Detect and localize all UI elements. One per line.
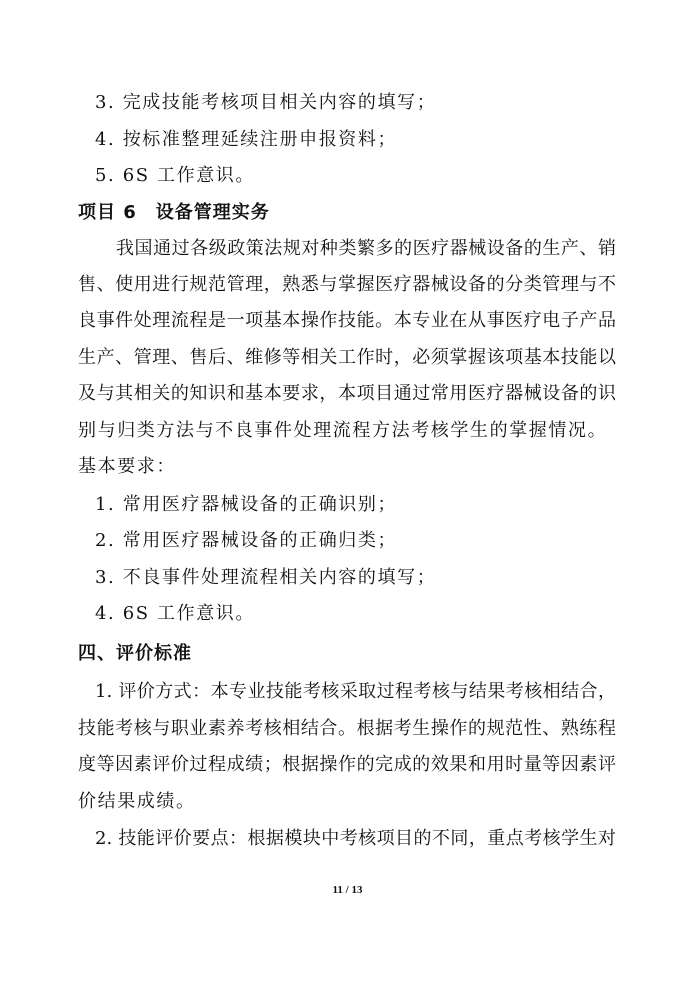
list-item: 2. 常用医疗器械设备的正确归类； (95, 530, 398, 551)
section-heading: 四、评价标准 (78, 643, 192, 664)
paragraph-line: 别与归类方法与不良事件处理流程方法考核学生的掌握情况。 (78, 420, 608, 441)
list-item: 1. 常用医疗器械设备的正确识别； (95, 494, 398, 515)
paragraph-line: 度等因素评价过程成绩；根据操作的完成的效果和用时量等因素评 (78, 754, 616, 775)
requirements-label: 基本要求： (78, 456, 176, 477)
list-item: 4. 6S 工作意识。 (95, 603, 255, 624)
list-item: 3. 完成技能考核项目相关内容的填写； (95, 92, 437, 113)
list-item: 5. 6S 工作意识。 (95, 165, 255, 186)
paragraph-line: 价结果成绩。 (78, 791, 196, 812)
paragraph-line: 1. 评价方式：本专业技能考核采取过程考核与结果考核相结合， (95, 681, 616, 702)
paragraph-line: 技能考核与职业素养考核相结合。根据考生操作的规范性、熟练程 (78, 718, 616, 739)
paragraph-line: 及与其相关的知识和基本要求，本项目通过常用医疗器械设备的识 (78, 383, 616, 404)
paragraph-line: 2. 技能评价要点：根据模块中考核项目的不同，重点考核学生对 (95, 828, 616, 849)
list-item: 4. 按标准整理延续注册申报资料； (95, 129, 398, 150)
paragraph-line: 良事件处理流程是一项基本操作技能。本专业在从事医疗电子产品 (78, 310, 616, 331)
project-heading: 项目 6 设备管理实务 (78, 202, 270, 223)
paragraph-line: 售、使用进行规范管理，熟悉与掌握医疗器械设备的分类管理与不 (78, 274, 616, 295)
paragraph-line: 生产、管理、售后、维修等相关工作时，必须掌握该项基本技能以 (78, 347, 616, 368)
page-number: 11 / 13 (332, 884, 363, 896)
paragraph-line: 我国通过各级政策法规对种类繁多的医疗器械设备的生产、销 (116, 238, 616, 259)
list-item: 3. 不良事件处理流程相关内容的填写； (95, 567, 437, 588)
